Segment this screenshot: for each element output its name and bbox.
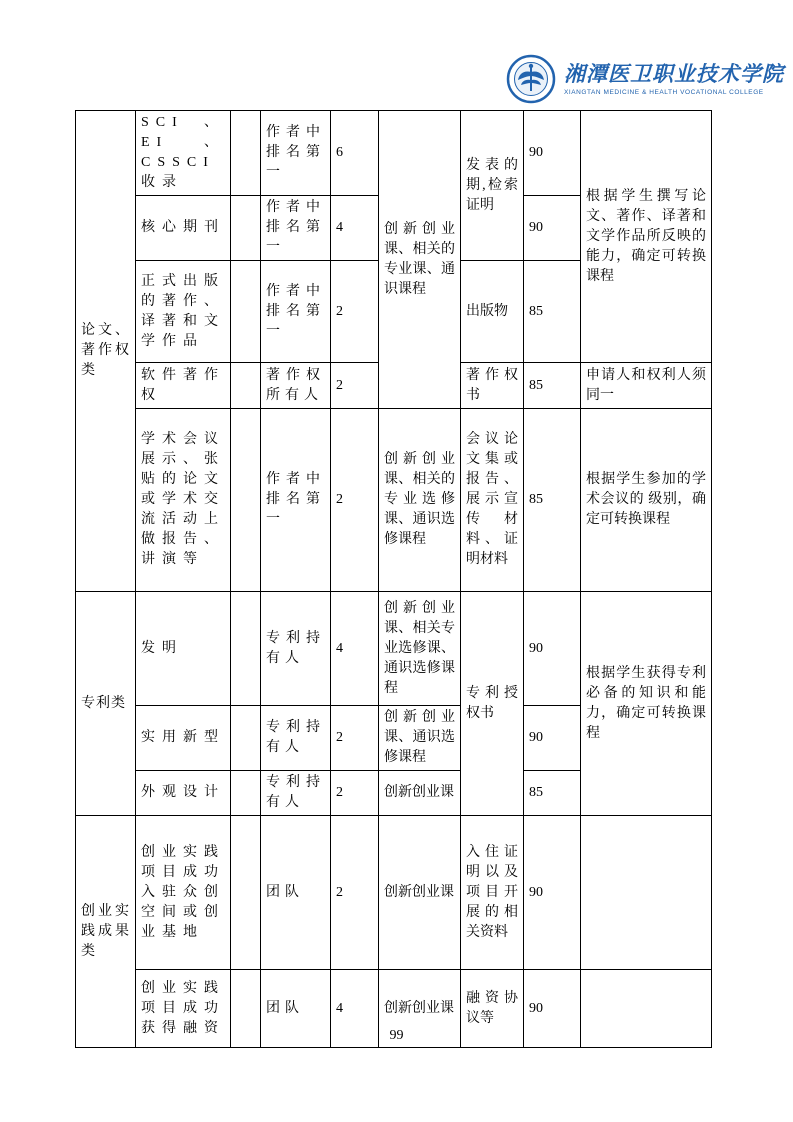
- note-cell-empty: [581, 816, 712, 970]
- note-cell: 根据学生参加的学术会议的 级别，确定可转换课程: [581, 409, 712, 592]
- score-cell: 85: [524, 771, 581, 816]
- spacer-cell: [231, 771, 261, 816]
- course-cell: 创新创业课、相关专业选修课、通识选修课程: [379, 592, 461, 706]
- evidence-cell: 著作权书: [461, 363, 524, 409]
- credit-cell: 2: [331, 771, 379, 816]
- note-cell: 申请人和权利人须同一: [581, 363, 712, 409]
- score-cell: 90: [524, 111, 581, 196]
- spacer-cell: [231, 592, 261, 706]
- table-row: [76, 111, 712, 196]
- type-cell: 核心期刊: [136, 196, 231, 261]
- note-cell: 根据学生撰写论文、著作、译著和文学作品所反映的能力，确定可转换课程: [581, 111, 712, 363]
- credit-cell: 2: [331, 706, 379, 771]
- credit-cell: 6: [331, 111, 379, 196]
- role-cell: 团队: [261, 970, 331, 1048]
- note-cell: 根据学生获得专利必备的知识和能力，确定可转换课程: [581, 592, 712, 816]
- role-cell: 作者中排名第一: [261, 111, 331, 196]
- type-cell: 创业实践项目成功入驻众创空间或创业基地: [136, 816, 231, 970]
- score-cell: 90: [524, 196, 581, 261]
- spacer-cell: [231, 816, 261, 970]
- spacer-cell: [231, 706, 261, 771]
- credit-cell: 2: [331, 409, 379, 592]
- role-cell: 作者中排名第一: [261, 261, 331, 363]
- college-logo: [506, 54, 784, 104]
- spacer-cell: [231, 196, 261, 261]
- table-row: [76, 816, 712, 970]
- spacer-cell: [231, 409, 261, 592]
- college-emblem-icon: [506, 54, 556, 104]
- credit-cell: 4: [331, 196, 379, 261]
- type-cell: 创业实践项目成功获得融资: [136, 970, 231, 1048]
- spacer-cell: [231, 261, 261, 363]
- college-name-block: [564, 62, 784, 96]
- type-cell: SCI、EI、CSSCI收录: [136, 111, 231, 196]
- role-cell: 专利持有人: [261, 706, 331, 771]
- role-cell: 专利持有人: [261, 771, 331, 816]
- credit-cell: 4: [331, 592, 379, 706]
- course-cell: 创新创业课、通识选修课程: [379, 706, 461, 771]
- score-cell: 90: [524, 706, 581, 771]
- credit-cell: 2: [331, 363, 379, 409]
- course-cell: 创新创业课、相关的专业选修课、通识选修课程: [379, 409, 461, 592]
- evidence-cell: 发表的期,检索证明: [461, 111, 524, 261]
- spacer-cell: [231, 111, 261, 196]
- course-cell: 创新创业课: [379, 970, 461, 1048]
- credit-cell: 2: [331, 816, 379, 970]
- course-cell: 创新创业课: [379, 816, 461, 970]
- category-cell-practice: 创业实践成果类: [76, 816, 136, 1048]
- score-cell: 90: [524, 970, 581, 1048]
- course-cell: 创新创业课、相关的专业课、通识课程: [379, 111, 461, 409]
- table-row: [76, 592, 712, 706]
- course-cell: 创新创业课: [379, 771, 461, 816]
- type-cell: 正式出版的著作、译著和文学作品: [136, 261, 231, 363]
- evidence-cell: 入住证明以及项目开展的相关资料: [461, 816, 524, 970]
- credit-cell: 4: [331, 970, 379, 1048]
- table-row: [76, 409, 712, 592]
- credit-cell: 2: [331, 261, 379, 363]
- evidence-cell: 出版物: [461, 261, 524, 363]
- score-cell: 85: [524, 363, 581, 409]
- role-cell: 著作权所有人: [261, 363, 331, 409]
- type-cell: 软件著作权: [136, 363, 231, 409]
- spacer-cell: [231, 363, 261, 409]
- role-cell: 作者中排名第一: [261, 409, 331, 592]
- score-cell: 85: [524, 409, 581, 592]
- category-cell-papers: 论文、著作权类: [76, 111, 136, 592]
- page-number: 99: [389, 1028, 404, 1043]
- college-name-english: XIANGTAN MEDICINE & HEALTH VOCATIONAL COLLEGE: [564, 89, 764, 97]
- role-cell: 作者中排名第一: [261, 196, 331, 261]
- type-cell: 学术会议展示、张贴的论文或学术交流活动上做报告、讲演等: [136, 409, 231, 592]
- type-cell: 实用新型: [136, 706, 231, 771]
- college-name: 湘潭医卫职业技术学院: [564, 61, 784, 86]
- score-cell: 90: [524, 592, 581, 706]
- evidence-cell: 融资协议等: [461, 970, 524, 1048]
- evidence-cell: 专利授权书: [461, 592, 524, 816]
- role-cell: 团队: [261, 816, 331, 970]
- type-cell: 外观设计: [136, 771, 231, 816]
- score-cell: 85: [524, 261, 581, 363]
- type-cell: 发明: [136, 592, 231, 706]
- score-cell: 90: [524, 816, 581, 970]
- category-cell-patents: 专利类: [76, 592, 136, 816]
- credit-conversion-table: [75, 110, 712, 1048]
- role-cell: 专利持有人: [261, 592, 331, 706]
- evidence-cell: 会议论文集或报告、展示宣传材料、证明材料: [461, 409, 524, 592]
